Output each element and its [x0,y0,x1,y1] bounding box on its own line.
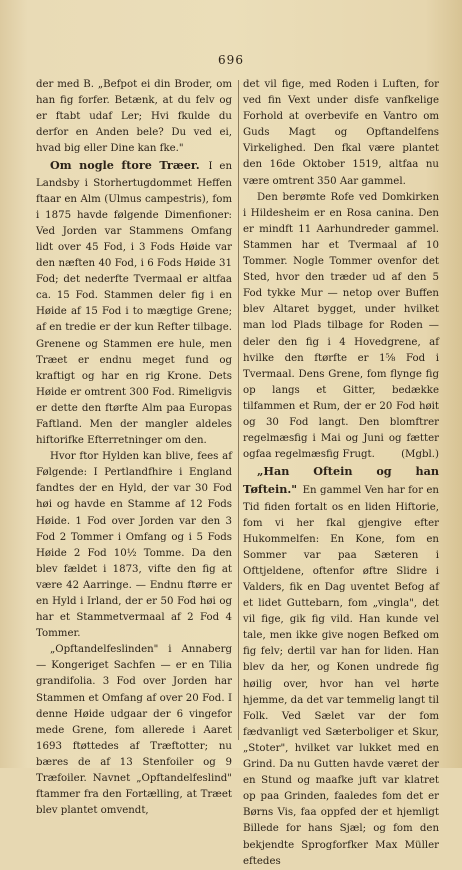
article-heading: „Han Oftein og han Tøftein." [243,464,439,497]
right-column [243,77,439,870]
page-number: 696 [218,53,244,67]
paragraph: der med B. „Befpot ei din Broder, om han fig forfer. Betænk, at du felv og er ftabt udaf Ler; Hvi fkulde du derfor en Anden bele? Du ved ei, hvad big eller Dine kan fke." [36,79,232,155]
paragraph: det vil fige, med Roden i Luften, for ved fin Vext under disfe vanfkelige Forhold at overbevife en Vantro om Guds Magt og Opftandelfens Virkelighed. Den fkal være plantet den 16de Oktober 1519, altfaa nu være omtrent 350 Aar gammel. [243,79,439,187]
article-paragraph [243,463,439,869]
article-paragraph [36,157,232,449]
paragraph: Den berømte Rofe ved Domkirken i Hildesheim er en Rosa canina. Den er mindft 11 Aarhundreder gammel. Stammen har et Tvermaal af 10 Tommer. Nogle Tommer ovenfor det Sted, hvor den træder ud af den 5 Fod tykke Mur — netop over Buffen blev Altaret bygget, under hvilket man lod Plads tilbage for Roden — deler den fig i 4 Hovedgrene, af hvilke den ftørfte er 1⅝ Fod i Tvermaal. Dens Grene, fom flynge fig op langs et Gitter, bedække tilfammen et Rum, der er 20 Fod høit og 30 Fod langt. Den blomftrer regelmæsfig i Mai og Juni og fætter ogfaa regelmæsfig Frugt. [243,191,439,461]
paragraph: Hvor ftor Hylden kan blive, fees af Følgende: I Pertlandfhire i England fandtes der en Hyld, der var 30 Fod høi og havde en Stamme af 12 Fods Høide. 1 Fod over Jorden var den 3 Fod 2 Tommer i Omfang og i 5 Fods Høide 2 Fod 10½ Tomme. Da den blev fældet i 1873, vifte den fig at være 42 Aarringe. — Endnu ftørre er en Hyld i Irland, der er 50 Fod høi og har et Stammetvermaal af 2 Fod 4 Tommer. [36,451,232,640]
left-column [36,77,232,819]
article-heading: Om nogle ftore Træer. [50,158,200,173]
column-divider [238,80,239,740]
source-signature: (Mgbl.) [401,449,439,461]
article-body: En gammel Ven har for en Tid fiden fortalt os en liden Hiftorie, fom vi her fkal gjengive efter Hukommelfen: En Kone, fom en Sommer var paa Sæteren i Ofttjeldene, oftenfor øftre Slidre i Valders, fik en Dag uventet Befog af et lidet Guttebarn, fom „vingla", det vil fige, gik fig vild. Han kunde vel tale, men ikke give nogen Befked om fig felv; dertil var han for liden. Han blev da her, og Konen undrede fig høilig over, hvor han vel hørte hjemme, da det var temmelig langt til Folk. Ved Sælet var der fom fædvanligt ved Sæterboliger et Skur, „Stoter", hvilket var lukket med en Grind. Da nu Gutten havde været der en Stund og maafke juft var klatret op paa Grinden, faaledes fom det er Børns Vis, faa oppfed der et hjemligt Billede for hans Sjæl; og fom den bekjendte Sprogforfker Max Müller eftedes [243,485,439,867]
article-body: I en Landsby i Storhertugdommet Heffen ftaar en Alm (Ulmus campestris), fom i 1875 havde følgende Dimenfioner: Ved Jorden var Stammens Omfang lidt over 45 Fod, i 3 Fods Høide var den næften 40 Fod, i 6 Fods Høide 31 Fod; det nederfte Tvermaal er altfaa ca. 15 Fod. Stammen deler fig i en Høide af 15 Fod i to mægtige Grene; af en tredie er der kun Refter tilbage. Grenene og Stammen ere hule, men Træet er endnu meget fund og kraftigt og har en rig Krone. Dets Høide er omtrent 300 Fod. Rimeligvis er dette den ftørfte Alm paa Europas Faftland. Men der mangler aldeles hiftorifke Efterretninger om den. [36,161,233,447]
paragraph: „Opftandelfeslinden" i Annaberg — Kongeriget Sachfen — er en Tilia grandifolia. 3 Fod over Jorden har Stammen et Omfang af over 20 Fod. I denne Høide udgaar der 6 vingefor mede Grene, fom allerede i Aaret 1693 ftøttedes af Træftotter; nu bæres de af 13 Stenfoiler og 9 Træfoiler. Navnet „Opftandelfeslind" ftammer fra den Fortælling, at Træet blev plantet omvendt, [36,644,232,817]
